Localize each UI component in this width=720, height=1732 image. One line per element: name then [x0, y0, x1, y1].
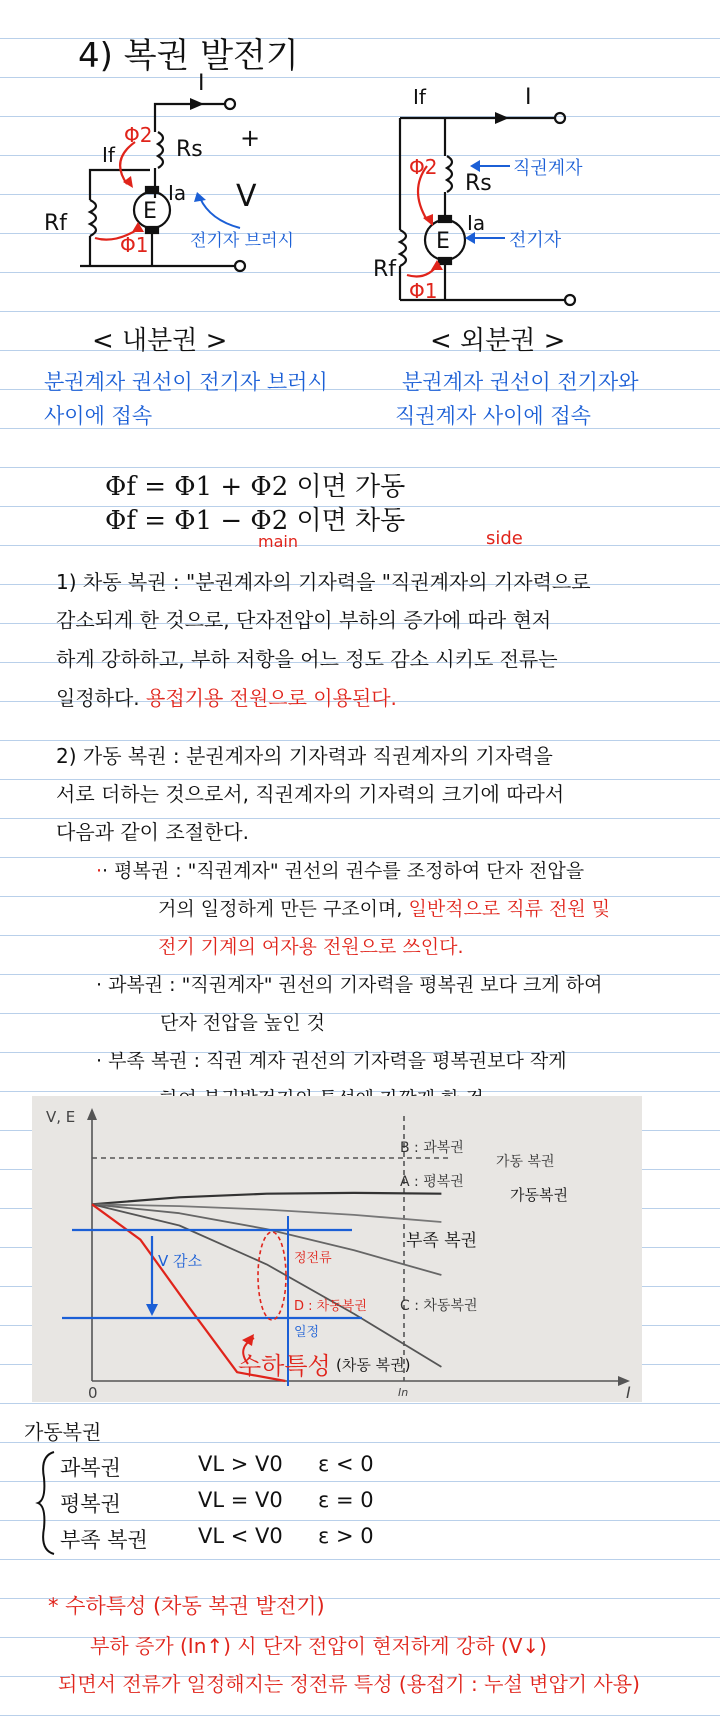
- flat-compound-text-2: 거의 일정하게 만든 구조이며,: [158, 898, 403, 920]
- outer-ia-label: Ia: [467, 211, 486, 235]
- label-drooping-characteristic: 수하특성: [238, 1352, 331, 1380]
- label-constant-current: 정전류: [294, 1251, 332, 1266]
- compare-brace: [36, 1448, 56, 1558]
- flat-compound-use-1: 일반적으로 직류 전원 및: [408, 898, 611, 920]
- series-line-1: [92, 1204, 441, 1222]
- outer-phi1-label: Φ1: [409, 279, 438, 303]
- main-annotation: main: [258, 532, 298, 551]
- outer-shunt-label: < 외분권 >: [430, 326, 566, 356]
- label-d-differential: D : 차동복권: [294, 1299, 367, 1314]
- section1-line-1: 1) 차동 복권 : "분권계자의 기자력을 "직권계자의 기자력으로: [56, 570, 591, 594]
- under-compound-line-1: · 부족 복권 : 직권 계자 권선의 기자력을 평복권보다 작게: [96, 1050, 567, 1072]
- inner-plus-label: +: [240, 124, 261, 152]
- outer-shunt-circuit-diagram: [373, 70, 705, 330]
- section2-line-3: 다음과 같이 조절한다.: [56, 820, 249, 844]
- compare-row-regulation: ε > 0: [318, 1524, 374, 1548]
- outer-if-label: If: [413, 85, 426, 109]
- section2-line-1: 2) 가동 복권 : 분권계자의 기자력과 직권계자의 기자력을: [56, 744, 553, 768]
- label-cumulative-compound: 가동 복권: [496, 1154, 555, 1170]
- characteristic-chart-svg: [32, 1096, 642, 1402]
- compare-row-relation: VL = V0: [198, 1488, 283, 1512]
- flat-compound-bullet: ·: [96, 860, 103, 882]
- inner-phi1-label: Φ1: [120, 233, 149, 257]
- compare-title: 가동복권: [24, 1420, 102, 1444]
- origin-label: 0: [88, 1384, 98, 1402]
- flat-compound-line-2: [158, 894, 610, 921]
- over-compound-line-2: 단자 전압을 높인 것: [160, 1012, 325, 1034]
- outer-shunt-desc-2: 직권계자 사이에 접속: [395, 404, 591, 428]
- label-v-drop: V 감소: [158, 1252, 203, 1270]
- outer-e-label: E: [436, 229, 450, 254]
- formula-cumulative: Φf = Φ1 + Φ2 이면 가동: [105, 472, 406, 502]
- inner-shunt-desc-1: 분권계자 권선이 전기자 브러시: [44, 370, 328, 394]
- inner-shunt-desc-2: 사이에 접속: [44, 404, 153, 428]
- note-line-2: 되면서 전류가 일정해지는 정전류 특성 (용접기 : 누설 변압기 사용): [58, 1672, 640, 1696]
- label-b-over-compound: B : 과복권: [400, 1140, 464, 1156]
- outer-rs-label: Rs: [465, 171, 492, 196]
- inner-ia-label: Ia: [168, 181, 187, 205]
- series-line-0: [92, 1193, 441, 1204]
- inner-e-label: E: [143, 199, 157, 224]
- compare-row-regulation: ε = 0: [318, 1488, 374, 1512]
- page-title: 4) 복권 발전기: [78, 36, 299, 76]
- inner-phi2-label: Φ2: [124, 123, 153, 147]
- outer-current-label: I: [525, 85, 532, 110]
- y-axis-label: V, E: [46, 1108, 76, 1126]
- section1-line-2: 감소되게 한 것으로, 단자전압이 부하의 증가에 따라 현저: [56, 608, 552, 632]
- flat-compound-line-1: [96, 856, 584, 883]
- rated-current-label: In: [398, 1386, 409, 1399]
- label-drooping-sub: (차동 복권): [336, 1356, 411, 1374]
- inner-shunt-label: < 내분권 >: [92, 326, 228, 356]
- note-line-1: 부하 증가 (In↑) 시 단자 전압이 현저하게 강하 (V↓): [90, 1634, 547, 1658]
- section2-line-2: 서로 더하는 것으로서, 직권계자의 기자력의 크기에 따라서: [56, 782, 565, 806]
- characteristic-chart: [32, 1096, 642, 1402]
- inner-shunt-circuit-diagram: [40, 70, 300, 330]
- inner-brush-label: 전기자 브러시: [190, 231, 294, 251]
- inner-rs-label: Rs: [176, 137, 203, 162]
- compare-row-name: 부족 복권: [60, 1528, 148, 1552]
- over-compound-line-1: · 과복권 : "직권계자" 권선의 기자력을 평복권 보다 크게 하여: [96, 974, 603, 996]
- welding-use-note: 용접기용 전원으로 이용된다.: [146, 686, 397, 710]
- compare-row-relation: VL < V0: [198, 1524, 283, 1548]
- formula-differential: Φf = Φ1 − Φ2 이면 차동: [105, 506, 406, 536]
- section1-line-3: 하게 강하하고, 부하 저항을 어느 정도 감소 시키도 전류는: [56, 647, 558, 671]
- label-i-constant: I 일정: [286, 1325, 320, 1340]
- inner-current-label: I: [198, 71, 205, 96]
- y-axis-arrow: [87, 1108, 97, 1120]
- inner-rf-label: Rf: [44, 211, 68, 236]
- constant-current-region: [258, 1232, 286, 1320]
- label-cumulative-compound-handwritten: 가동복권: [510, 1186, 568, 1204]
- outer-shunt-desc-1: 분권계자 권선이 전기자와: [402, 370, 639, 394]
- compare-row-name: 과복권: [60, 1456, 121, 1480]
- outer-rf-label: Rf: [373, 257, 397, 282]
- inner-v-label: V: [236, 179, 257, 214]
- note-title: * 수하특성 (차동 복권 발전기): [48, 1594, 325, 1618]
- compare-row-name: 평복권: [60, 1492, 121, 1516]
- side-annotation: side: [486, 528, 523, 549]
- compare-row-relation: VL > V0: [198, 1452, 283, 1476]
- section1-line-4: [56, 682, 397, 711]
- outer-series-field-label: 직권계자: [513, 158, 583, 179]
- section1-line-4-text: 일정하다.: [56, 686, 140, 710]
- label-c-differential: C : 차동복권: [400, 1298, 478, 1314]
- flat-compound-text-1: · 평복권 : "직권계자" 권선의 권수를 조정하여 단자 전압을: [102, 860, 585, 882]
- flat-compound-use-2: 전기 기계의 여자용 전원으로 쓰인다.: [158, 936, 464, 958]
- x-axis-label: I: [626, 1383, 631, 1402]
- inner-if-label: If: [102, 143, 115, 167]
- label-a-flat-compound: A : 평복권: [400, 1174, 464, 1190]
- outer-armature-label: 전기자: [509, 230, 562, 251]
- outer-phi2-label: Φ2: [409, 155, 438, 179]
- label-under-compound: 부족 복권: [406, 1231, 478, 1251]
- compare-row-regulation: ε < 0: [318, 1452, 374, 1476]
